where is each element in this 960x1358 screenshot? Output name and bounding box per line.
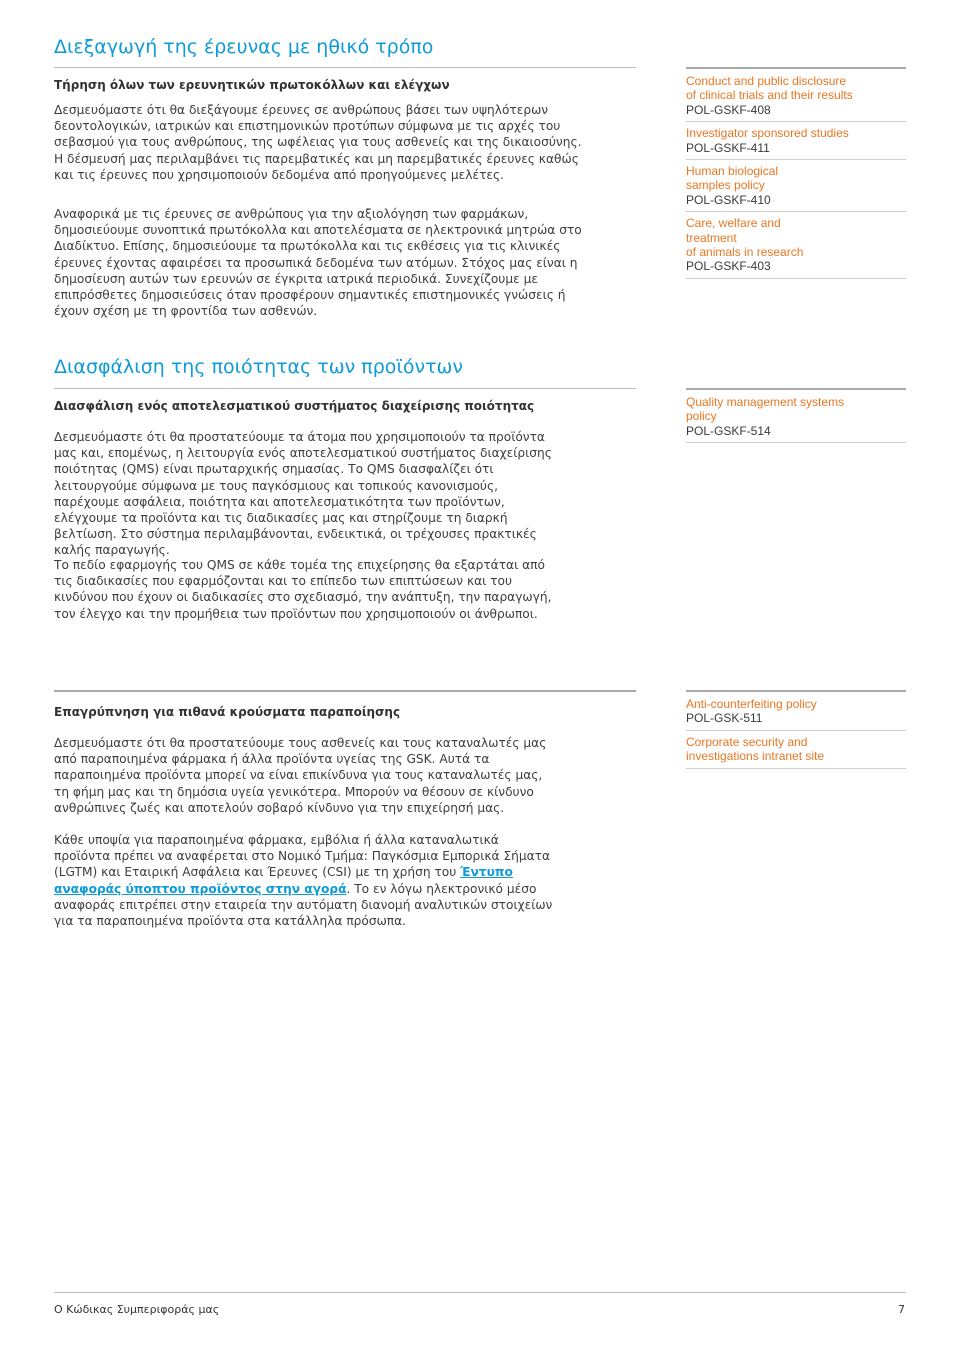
sidebar-policy-link[interactable] bbox=[686, 70, 906, 122]
policy-title-line: Investigator sponsored studies bbox=[686, 126, 849, 141]
paragraph-quality-2: Το πεδίο εφαρμογής του QMS σε κάθε τομέα της επιχείρησης θα εξαρτάται από τις διαδικασίες που εφαρμόζονται και το επίπεδο των επιπτώσεων και του κινδύνου που έχουν οι διαδικασίες στο σχεδιασμό, την ανάπτυξη, την παραγωγή, τον έλεγχο και την προμήθεια των προϊόντων που χρησιμοποιούν οι άνθρωποι. bbox=[54, 558, 552, 621]
suspect-product-report-link[interactable]: Έντυπο αναφοράς ύποπτου προϊόντος στην αγορά bbox=[54, 865, 513, 896]
subtitle-research: Τήρηση όλων των ερευνητικών πρωτοκόλλων και ελέγχων bbox=[54, 78, 450, 92]
paragraph-counterfeit-1: Δεσμευόμαστε ότι θα προστατεύουμε τους ασθενείς και τους καταναλωτές μας από παραποιημένα φάρμακα ή άλλα προϊόντα υγείας της GSK. Αυτά τα παραποιημένα προϊόντα μπορεί να είναι επικίνδυνα για τους καταναλωτές μας, τη φήμη μας και τη δημόσια υγεία γενικότερα. Μπορούν να θέσουν σε κίνδυνο ανθρώπινες ζωές και αποτελούν σοβαρό κίνδυνο για την επιχείρησή μας. bbox=[54, 736, 547, 815]
sidebar-divider bbox=[686, 67, 906, 69]
policy-title-line: Anti-counterfeiting policy bbox=[686, 697, 817, 711]
paragraph-counterfeit-2 bbox=[54, 832, 554, 929]
footer-title: Ο Κώδικας Συμπεριφοράς μας bbox=[54, 1303, 220, 1316]
sidebar-divider bbox=[686, 690, 906, 692]
paragraph-research-2: Αναφορικά με τις έρευνες σε ανθρώπους για την αξιολόγηση των φαρμάκων, δημοσιεύουμε συνοπτικά πρωτόκολλα και αποτελέσματα σε ηλεκτρονικά μητρώα στο Διαδίκτυο. Επίσης, δημοσιεύουμε τα πρωτόκολλα και τις εκθέσεις για τις κλινικές έρευνες έχοντας αφαιρέσει τα προσωπικά δεδομένα των ατόμων. Στόχος μας είναι η δημοσίευση αυτών των ερευνών σε έγκριτα ιατρικά περιοδικά. Συνεχίζουμε με επιπρόσθετες δημοσιεύσεις όταν προσφέρουν σημαντικές επιστημονικές γνώσεις ή έχουν σχέση με τη φροντίδα των ασθενών. bbox=[54, 207, 582, 319]
policy-title-line: treatment bbox=[686, 230, 737, 245]
policy-code: POL-GSKF-411 bbox=[686, 140, 770, 155]
subtitle-counterfeit: Επαγρύπνηση για πιθανά κρούσματα παραποίησης bbox=[54, 705, 401, 719]
sidebar-research bbox=[686, 70, 906, 279]
sidebar-policy-link[interactable] bbox=[686, 693, 906, 731]
sidebar-counterfeit bbox=[686, 693, 906, 769]
policy-title-line: Conduct and public disclosure bbox=[686, 74, 847, 88]
policy-title-line: investigations intranet site bbox=[686, 749, 825, 764]
sidebar-policy-link[interactable] bbox=[686, 160, 906, 212]
section-title-quality: Διασφάλιση της ποιότητας των προϊόντων bbox=[54, 356, 464, 378]
policy-code: POL-GSKF-408 bbox=[686, 102, 771, 117]
sidebar-divider bbox=[686, 388, 906, 390]
policy-title-line: samples policy bbox=[686, 178, 765, 193]
policy-title-line: of clinical trials and their results bbox=[686, 88, 853, 103]
section-title-research: Διεξαγωγή της έρευνας με ηθικό τρόπο bbox=[54, 36, 434, 58]
footer-divider bbox=[54, 1292, 906, 1293]
sidebar-policy-link[interactable] bbox=[686, 122, 906, 160]
sidebar-policy-link[interactable] bbox=[686, 212, 906, 279]
page-number: 7 bbox=[898, 1303, 905, 1316]
policy-code: POL-GSKF-514 bbox=[686, 423, 771, 438]
policy-code: POL-GSK-511 bbox=[686, 711, 763, 726]
policy-title-line: policy bbox=[686, 409, 717, 424]
subtitle-quality: Διασφάλιση ενός αποτελεσματικού συστήματος διαχείρισης ποιότητας bbox=[54, 399, 535, 413]
divider bbox=[54, 388, 636, 389]
divider bbox=[54, 690, 636, 692]
policy-title-line: Corporate security and bbox=[686, 734, 808, 749]
paragraph-text: Κάθε υποψία για παραποιημένα φάρμακα, εμβόλια ή άλλα καταναλωτικά προϊόντα πρέπει να αναφέρεται στο Νομικό Τμήμα: Παγκόσμια Εμπορικά Σήματα (LGTM) και Εταιρική Ασφάλεια και Έρευνες (CSI) με τη χρήση του bbox=[54, 833, 551, 880]
paragraph-research-1: Δεσμευόμαστε ότι θα διεξάγουμε έρευνες σε ανθρώπους βάσει των υψηλότερων δεοντολογικών, ιατρικών και επιστημονικών προτύπων σύμφωνα με τις αρχές του σεβασμού για τους ανθρώπους, της ωφέλειας για τους ασθενείς και της δικαιοσύνης. Η δέσμευσή μας περιλαμβάνει τις παρεμβατικές και μη παρεμβατικές έρευνες καθώς και τις έρευνες που χρησιμοποιούν δεδομένα από προηγούμενες μελέτες. bbox=[54, 103, 582, 182]
policy-title-line: of animals in research bbox=[686, 245, 804, 260]
policy-code: POL-GSKF-410 bbox=[686, 192, 771, 207]
policy-title-line: Quality management systems bbox=[686, 395, 845, 409]
policy-title-line: Human biological bbox=[686, 164, 779, 179]
paragraph-quality-1: Δεσμευόμαστε ότι θα προστατεύουμε τα άτομα που χρησιμοποιούν τα προϊόντα μας και, επομένως, η λειτουργία ενός αποτελεσματικού συστήματος διαχείρισης ποιότητας (QMS) είναι πρωταρχικής σημασίας. Το QMS διασφαλίζει ότι λειτουργούμε σύμφωνα με τους παγκόσμιους και τοπικούς κανονισμούς, παρέχουμε ασφάλεια, ποιότητα και αποτελεσματικότητα των προϊόντων, ελέγχουμε τα προϊόντα και τις διαδικασίες μας και στηρίζουμε τη διαρκή βελτίωση. Στο σύστημα περιλαμβάνονται, ενδεικτικά, οι τρέχουσες πρακτικές καλής παραγωγής. bbox=[54, 430, 552, 558]
sidebar-quality bbox=[686, 391, 906, 443]
sidebar-intranet-link[interactable] bbox=[686, 731, 906, 769]
paragraph-text: . Το εν λόγω ηλεκτρονικό μέσο αναφοράς επιτρέπει στην εταιρεία την αυτόματη διανομή αναλυτικών στοιχείων για τα παραποιημένα προϊόντα στα κατάλληλα πρόσωπα. bbox=[54, 881, 553, 929]
sidebar-policy-link[interactable] bbox=[686, 391, 906, 443]
policy-title-line: Care, welfare and bbox=[686, 216, 781, 231]
divider bbox=[54, 67, 636, 68]
policy-code: POL-GSKF-403 bbox=[686, 259, 771, 274]
